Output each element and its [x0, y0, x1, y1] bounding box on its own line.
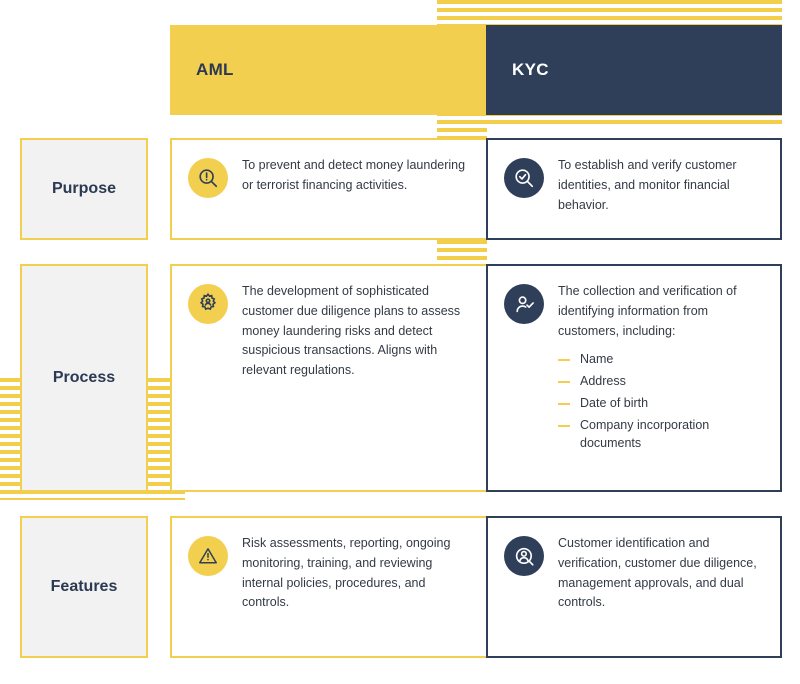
cell-kyc-process	[486, 264, 782, 492]
column-header-kyc	[486, 25, 782, 115]
list-item: Address	[558, 372, 762, 391]
cell-kyc-features	[486, 516, 782, 658]
list-item: Company incorporation documents	[558, 416, 762, 454]
cell-kyc-features-text: Customer identification and verification, customer due diligence, management approvals, and dual controls.	[558, 536, 757, 610]
cell-aml-features-text: Risk assessments, reporting, ongoing monitoring, training, and reviewing internal policies, procedures, and controls.	[242, 536, 451, 610]
cell-kyc-purpose-text: To establish and verify customer identities, and monitor financial behavior.	[558, 158, 737, 212]
cell-aml-process	[170, 264, 488, 492]
cell-aml-process-text: The development of sophisticated customer due diligence plans to assess money laundering risks and detect suspicious transactions. Aligns with relevant regulations.	[242, 284, 461, 377]
warning-triangle-icon	[188, 536, 228, 576]
person-check-icon	[504, 284, 544, 324]
row-label-process	[20, 264, 148, 492]
row-label-purpose	[20, 138, 148, 240]
column-header-aml	[170, 25, 488, 115]
magnifier-check-icon	[504, 158, 544, 198]
list-item: Date of birth	[558, 394, 762, 413]
row-label-purpose-text: Purpose	[51, 180, 116, 197]
person-magnifier-icon	[504, 536, 544, 576]
cell-kyc-process-bullets	[558, 350, 762, 456]
cell-kyc-purpose	[486, 138, 782, 240]
magnifier-exclamation-icon	[188, 158, 228, 198]
column-header-kyc-label: KYC	[512, 60, 549, 79]
list-item: Name	[558, 350, 762, 369]
cell-kyc-process-text: The collection and verification of identifying information from customers, including:	[558, 284, 737, 338]
row-label-features-text: Features	[50, 578, 118, 595]
cell-aml-features	[170, 516, 488, 658]
row-label-features	[20, 516, 148, 658]
row-label-process-text: Process	[52, 369, 116, 386]
gear-person-icon	[188, 284, 228, 324]
cell-aml-purpose	[170, 138, 488, 240]
column-header-aml-label: AML	[196, 60, 234, 79]
cell-aml-purpose-text: To prevent and detect money laundering or terrorist financing activities.	[242, 158, 466, 192]
